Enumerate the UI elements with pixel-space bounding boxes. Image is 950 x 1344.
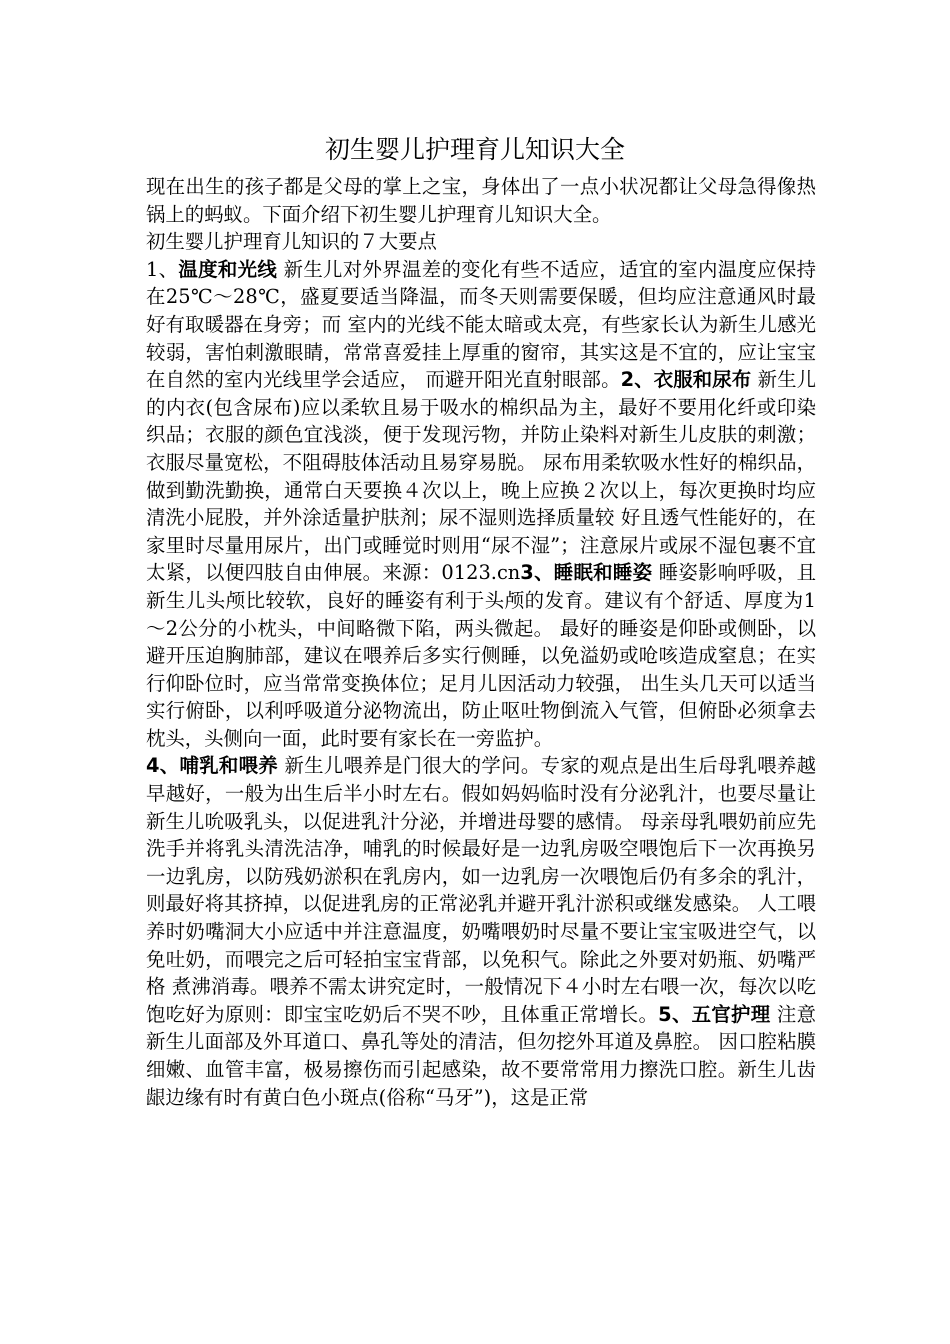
- section-1-prefix: 1、: [146, 257, 179, 281]
- section-3-text: 睡姿影响呼吸，且新生儿头颅比较软，良好的睡姿有利于头颅的发育。建议有个舒适、厚度为1～2公分的小枕头，中间略微下陷，两头微起。 最好的睡姿是仰卧或侧卧，以避开压迫胸肺部，建议在喂养后多实行侧睡，以免溢奶或呛咳造成窒息；在实行仰卧位时，应当常常变换体位；足月儿因活动力较强， 出生头几天可以适当实行俯卧，以利呼吸道分泌物流出，防止呕吐物倒流入气管，但俯卧必须拿去枕头，头侧向一面，此时要有家长在一旁监护。: [146, 561, 816, 750]
- sections-paragraph: [146, 256, 816, 1111]
- section-2-heading: 2、衣服和尿布: [620, 368, 752, 392]
- section-5-text: 注意新生儿面部及外耳道口、鼻孔等处的清洁，但勿挖外耳道及鼻腔。 因口腔粘膜细嫩、血管丰富，极易擦伤而引起感染，故不要常常用力擦洗口腔。新生儿齿龈边缘有时有黄白色小斑点(俗称“马牙”)，这是正常: [146, 1002, 816, 1109]
- key-points-subtitle: 初生婴儿护理育儿知识的７大要点: [146, 230, 437, 254]
- intro-paragraph: 现在出生的孩子都是父母的掌上之宝，身体出了一点小状况都让父母急得像热锅上的蚂蚁。下面介绍下初生婴儿护理育儿知识大全。: [146, 175, 816, 226]
- section-5-heading: 5、五官护理: [658, 1002, 771, 1026]
- document-body: [146, 173, 816, 1111]
- section-3-heading: 3、睡眠和睡姿: [520, 561, 653, 585]
- section-4-text: 新生儿喂养是门很大的学问。专家的观点是出生后母乳喂养越早越好，一般为出生后半小时左右。假如妈妈临时没有分泌乳汁，也要尽量让新生儿吮吸乳头，以促进乳汁分泌，并增进母婴的感情。 母亲母乳喂奶前应先洗手并将乳头清洗洁净，哺乳的时候最好是一边乳房吸空喂饱后下一次再换另一边乳房，以防残奶淤积在乳房内，如一边乳房一次喂饱后仍有多余的乳汁，则最好将其挤掉，以促进乳房的正常泌乳并避开乳汁淤积或继发感染。 人工喂养时奶嘴洞大小应适中并注意温度，奶嘴喂奶时尽量不要让宝宝吸进空气，以免吐奶，而喂完之后可轻拍宝宝背部，以免积气。除此之外要对奶瓶、奶嘴严格 煮沸消毒。喂养不需太讲究定时，一般情况下４小时左右喂一次，每次以吃饱吃好为原则：即宝宝吃奶后不哭不吵，且体重正常增长。: [146, 754, 816, 1026]
- page-title: 初生婴儿护理育儿知识大全: [324, 135, 625, 164]
- section-2-text: 新生儿的内衣(包含尿布)应以柔软且易于吸水的棉织品为主，最好不要用化纤或印染织品；衣服的颜色宜浅淡，便于发现污物，并防止染料对新生儿皮肤的刺激；衣服尽量宽松，不阻碍肢体活动且易穿易脱。 尿布用柔软吸水性好的棉织品，做到勤洗勤换，通常白天要换４次以上，晚上应换２次以上，每次更换时均应清洗小屁股，并外涂适量护肤剂；尿不湿则选择质量较 好且透气性能好的，在家里时尽量用尿片，出门或睡觉时则用“尿不湿”；注意尿片或尿不湿包裹不宜太紧，以便四肢自由伸展。来源：0123.cn: [146, 368, 816, 585]
- section-4-heading: 4、哺乳和喂养: [146, 754, 278, 778]
- section-1-heading: 温度和光线: [178, 257, 278, 281]
- section-1-text: 新生儿对外界温差的变化有些不适应，适宜的室内温度应保持在25℃～28℃，盛夏要适当降温，而冬天则需要保暖，但均应注意通风时最好有取暖器在身旁；而 室内的光线不能太暗或太亮，有些家长认为新生儿感光较弱，害怕刺激眼睛，常常喜爱挂上厚重的窗帘，其实这是不宜的，应让宝宝在自然的室内光线里学会适应， 而避开阳光直射眼部。: [146, 257, 817, 392]
